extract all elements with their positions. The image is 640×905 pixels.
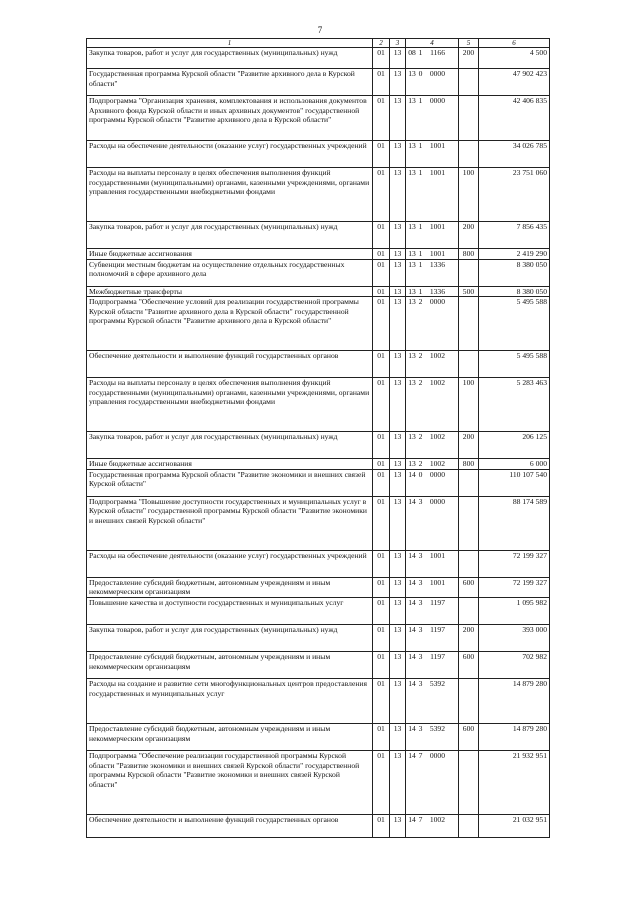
direction-code: 0000 [429,96,445,105]
column-header: 3 [390,39,406,48]
subsection-code: 13 [390,624,406,651]
expense-type-code [459,141,479,168]
program-code: 14 [408,814,416,824]
direction-code: 1001 [429,550,445,560]
subsection-code: 13 [390,249,406,260]
table-row [87,750,550,814]
subprogram-code: 1 [418,259,423,269]
direction-code: 0000 [429,496,445,506]
subsection-code: 13 [390,432,406,459]
subprogram-code: 2 [418,351,423,361]
table-row [87,814,550,837]
program-code: 13 [408,96,416,105]
target-article [406,69,459,96]
subprogram-code: 3 [418,624,423,634]
direction-code: 1001 [429,141,445,150]
expense-name: Закупка товаров, работ и услуг для государственных (муниципальных) нужд [87,432,373,459]
table-row [87,651,550,678]
section-code: 01 [373,814,390,837]
expense-type-code: 800 [459,249,479,260]
section-code: 01 [373,96,390,141]
program-code: 14 [408,723,416,733]
subsection-code: 13 [390,469,406,496]
program-code: 13 [408,259,416,269]
program-code: 13 [408,459,416,469]
amount: 5 495 588 [479,351,550,378]
target-article [406,297,459,351]
section-code: 01 [373,459,390,470]
target-article [406,249,459,260]
target-article [406,651,459,678]
subsection-code: 13 [390,378,406,432]
section-code: 01 [373,597,390,624]
expense-type-code: 500 [459,286,479,297]
table-row [87,141,550,168]
direction-code: 1002 [429,459,445,469]
target-article [406,723,459,750]
expense-name: Иные бюджетные ассигнования [87,249,373,260]
direction-code: 1336 [429,286,445,296]
table-row [87,469,550,496]
subsection-code: 13 [390,459,406,470]
column-header: 6 [479,39,550,48]
program-code: 13 [408,141,416,150]
program-code: 14 [408,651,416,661]
subprogram-code: 2 [418,432,423,442]
target-article [406,286,459,297]
amount: 393 000 [479,624,550,651]
column-header: 1 [87,39,373,48]
expense-name: Расходы на обеспечение деятельности (оказание услуг) государственных учреждений [87,141,373,168]
expense-type-code: 200 [459,624,479,651]
subsection-code: 13 [390,297,406,351]
expense-name: Субвенции местным бюджетам на осуществление отдельных государственных полномочий в сфере архивного дела [87,259,373,286]
expense-type-code [459,750,479,814]
expense-name: Подпрограмма "Обеспечение условий для реализации государственной программы Курской области "Развитие архивного дела в Курской области" государственной программы Курской области "Развитие архивного дела в Курской области" [87,297,373,351]
table-row [87,496,550,550]
section-code: 01 [373,378,390,432]
program-code: 14 [408,496,416,506]
column-header: 5 [459,39,479,48]
amount: 2 419 290 [479,249,550,260]
amount: 21 032 951 [479,814,550,837]
subprogram-code: 3 [418,550,423,560]
subsection-code: 13 [390,141,406,168]
subsection-code: 13 [390,723,406,750]
table-row [87,48,550,69]
program-code: 08 [408,48,416,57]
direction-code: 0000 [429,297,445,307]
section-code: 01 [373,351,390,378]
table-row [87,723,550,750]
target-article [406,259,459,286]
table-row [87,432,550,459]
table-row [87,286,550,297]
target-article [406,814,459,837]
subsection-code: 13 [390,351,406,378]
amount: 72 199 327 [479,577,550,597]
table-row [87,351,550,378]
direction-code: 1001 [429,249,445,258]
target-article [406,141,459,168]
section-code: 01 [373,69,390,96]
target-article [406,351,459,378]
section-code: 01 [373,141,390,168]
section-code: 01 [373,723,390,750]
direction-code: 1336 [429,259,445,269]
table-row [87,378,550,432]
table-row [87,459,550,470]
section-code: 01 [373,624,390,651]
amount: 88 174 589 [479,496,550,550]
subprogram-code: 2 [418,459,423,469]
expense-name: Закупка товаров, работ и услуг для государственных (муниципальных) нужд [87,48,373,69]
section-code: 01 [373,249,390,260]
section-code: 01 [373,259,390,286]
section-code: 01 [373,222,390,249]
program-code: 13 [408,222,416,231]
subprogram-code: 2 [418,297,423,307]
expense-name: Предоставление субсидий бюджетным, автономным учреждениям и иным некоммерческим организациям [87,723,373,750]
subsection-code: 13 [390,96,406,141]
subprogram-code: 3 [418,496,423,506]
direction-code: 1002 [429,814,445,824]
section-code: 01 [373,469,390,496]
target-article [406,96,459,141]
target-article [406,222,459,249]
direction-code: 0000 [429,469,445,479]
section-code: 01 [373,577,390,597]
expense-type-code: 100 [459,168,479,222]
subsection-code: 13 [390,577,406,597]
direction-code: 1002 [429,432,445,442]
direction-code: 0000 [429,750,445,760]
expense-name: Предоставление субсидий бюджетным, автономным учреждениям и иным некоммерческим организациям [87,577,373,597]
expense-name: Подпрограмма "Обеспечение реализации государственной программы Курской области "Развитие экономики и внешних связей Курской области" государственной программы Курской области "Развитие экономики и внешних связей Курской области" [87,750,373,814]
expense-name: Обеспечение деятельности и выполнение функций государственных органов [87,351,373,378]
section-code: 01 [373,550,390,577]
amount: 47 902 423 [479,69,550,96]
direction-code: 1002 [429,351,445,361]
target-article [406,750,459,814]
program-code: 14 [408,624,416,634]
program-code: 13 [408,249,416,258]
table-row [87,69,550,96]
expense-type-code: 600 [459,723,479,750]
table-row [87,577,550,597]
subprogram-code: 1 [418,141,423,150]
expense-type-code [459,259,479,286]
expense-name: Обеспечение деятельности и выполнение функций государственных органов [87,814,373,837]
expense-name: Государственная программа Курской области "Развитие архивного дела в Курской области" [87,69,373,96]
expense-name: Расходы на обеспечение деятельности (оказание услуг) государственных учреждений [87,550,373,577]
program-code: 13 [408,168,416,177]
table-row [87,96,550,141]
subsection-code: 13 [390,48,406,69]
expense-name: Подпрограмма "Организация хранения, комплектования и использования документов Архивного фонда Курской области и иных архивных документов" государственной программы Курской области "Развитие архивного дела в Курской области" [87,96,373,141]
expense-type-code [459,96,479,141]
section-code: 01 [373,432,390,459]
expense-type-code: 200 [459,48,479,69]
expense-type-code: 800 [459,459,479,470]
program-code: 14 [408,678,416,688]
amount: 34 026 785 [479,141,550,168]
section-code: 01 [373,168,390,222]
section-code: 01 [373,496,390,550]
subsection-code: 13 [390,651,406,678]
section-code: 01 [373,651,390,678]
expense-type-code [459,297,479,351]
amount: 42 406 835 [479,96,550,141]
program-code: 14 [408,750,416,760]
expense-type-code: 100 [459,378,479,432]
program-code: 14 [408,597,416,607]
column-header: 2 [373,39,390,48]
amount: 1 095 982 [479,597,550,624]
amount: 21 932 951 [479,750,550,814]
amount: 5 283 463 [479,378,550,432]
expense-type-code: 200 [459,432,479,459]
program-code: 14 [408,469,416,479]
target-article [406,550,459,577]
direction-code: 1197 [430,624,445,634]
direction-code: 1002 [429,378,445,388]
direction-code: 1001 [429,577,445,587]
direction-code: 1001 [429,222,445,231]
amount: 14 879 280 [479,723,550,750]
expense-type-code: 600 [459,577,479,597]
subprogram-code: 3 [418,651,423,661]
expense-type-code [459,496,479,550]
target-article [406,168,459,222]
subprogram-code: 2 [418,378,423,388]
section-code: 01 [373,48,390,69]
amount: 6 000 [479,459,550,470]
expense-name: Подпрограмма "Повышение доступности государственных и муниципальных услуг в Курской области" государственной программы Курской области "Развитие экономики и внешних связей Курской области" [87,496,373,550]
subsection-code: 13 [390,69,406,96]
table-row [87,624,550,651]
subprogram-code: 0 [418,469,423,479]
expense-name: Иные бюджетные ассигнования [87,459,373,470]
subprogram-code: 1 [418,222,423,231]
subprogram-code: 7 [418,750,423,760]
program-code: 14 [408,550,416,560]
target-article [406,432,459,459]
subprogram-code: 1 [418,286,423,296]
column-number-row [87,39,550,48]
table-row [87,678,550,723]
table-row [87,222,550,249]
target-article [406,459,459,470]
expense-type-code [459,597,479,624]
table-row [87,249,550,260]
budget-table [86,38,550,838]
subprogram-code: 3 [418,723,423,733]
expense-type-code: 600 [459,651,479,678]
program-code: 13 [408,351,416,361]
section-code: 01 [373,286,390,297]
program-code: 13 [408,69,416,78]
subsection-code: 13 [390,814,406,837]
program-code: 13 [408,286,416,296]
subsection-code: 13 [390,678,406,723]
expense-name: Предоставление субсидий бюджетным, автономным учреждениям и иным некоммерческим организациям [87,651,373,678]
section-code: 01 [373,678,390,723]
subsection-code: 13 [390,222,406,249]
expense-type-code [459,469,479,496]
expense-name: Повышение качества и доступности государственных и муниципальных услуг [87,597,373,624]
direction-code: 0000 [429,69,445,78]
direction-code: 1197 [430,651,445,661]
direction-code: 1166 [430,48,445,57]
target-article [406,597,459,624]
subprogram-code: 0 [418,69,423,78]
subprogram-code: 1 [418,168,423,177]
amount: 702 982 [479,651,550,678]
expense-name: Межбюджетные трансферты [87,286,373,297]
table-row [87,597,550,624]
subprogram-code: 3 [418,597,423,607]
expense-type-code [459,814,479,837]
program-code: 14 [408,577,416,587]
program-code: 13 [408,297,416,307]
subprogram-code: 1 [418,48,423,57]
subsection-code: 13 [390,168,406,222]
expense-type-code: 200 [459,222,479,249]
section-code: 01 [373,750,390,814]
amount: 5 495 588 [479,297,550,351]
direction-code: 5392 [429,678,445,688]
expense-type-code [459,678,479,723]
table-row [87,297,550,351]
direction-code: 1197 [430,597,445,607]
amount: 72 199 327 [479,550,550,577]
target-article [406,678,459,723]
target-article [406,378,459,432]
amount: 4 500 [479,48,550,69]
page-number: 7 [317,25,323,35]
column-header: 4 [406,39,459,48]
amount: 110 107 540 [479,469,550,496]
direction-code: 5392 [429,723,445,733]
target-article [406,469,459,496]
expense-type-code [459,550,479,577]
subsection-code: 13 [390,286,406,297]
subsection-code: 13 [390,496,406,550]
target-article [406,577,459,597]
table-row [87,259,550,286]
subsection-code: 13 [390,750,406,814]
direction-code: 1001 [429,168,445,177]
subprogram-code: 3 [418,577,423,587]
target-article [406,496,459,550]
subprogram-code: 1 [418,249,423,258]
amount: 8 380 050 [479,286,550,297]
expense-type-code [459,69,479,96]
target-article [406,624,459,651]
program-code: 13 [408,432,416,442]
subsection-code: 13 [390,259,406,286]
amount: 206 125 [479,432,550,459]
subsection-code: 13 [390,597,406,624]
amount: 23 751 060 [479,168,550,222]
subprogram-code: 3 [418,678,423,688]
expense-type-code [459,351,479,378]
amount: 14 879 280 [479,678,550,723]
subprogram-code: 7 [418,814,423,824]
expense-name: Закупка товаров, работ и услуг для государственных (муниципальных) нужд [87,624,373,651]
amount: 8 380 050 [479,259,550,286]
expense-name: Государственная программа Курской области "Развитие экономики и внешних связей Курской области" [87,469,373,496]
target-article [406,48,459,69]
program-code: 13 [408,378,416,388]
table-row [87,550,550,577]
expense-name: Расходы на выплаты персоналу в целях обеспечения выполнения функций государственными (муниципальными) органами, казенными учреждениями, органами управления государственными внебюджетными фондами [87,168,373,222]
amount: 7 856 435 [479,222,550,249]
table-row [87,168,550,222]
expense-name: Расходы на создание и развитие сети многофункциональных центров предоставления государственных и муниципальных услуг [87,678,373,723]
subsection-code: 13 [390,550,406,577]
expense-name: Расходы на выплаты персоналу в целях обеспечения выполнения функций государственными (муниципальными) органами, казенными учреждениями, органами управления государственными внебюджетными фондами [87,378,373,432]
subprogram-code: 1 [418,96,423,105]
section-code: 01 [373,297,390,351]
expense-name: Закупка товаров, работ и услуг для государственных (муниципальных) нужд [87,222,373,249]
